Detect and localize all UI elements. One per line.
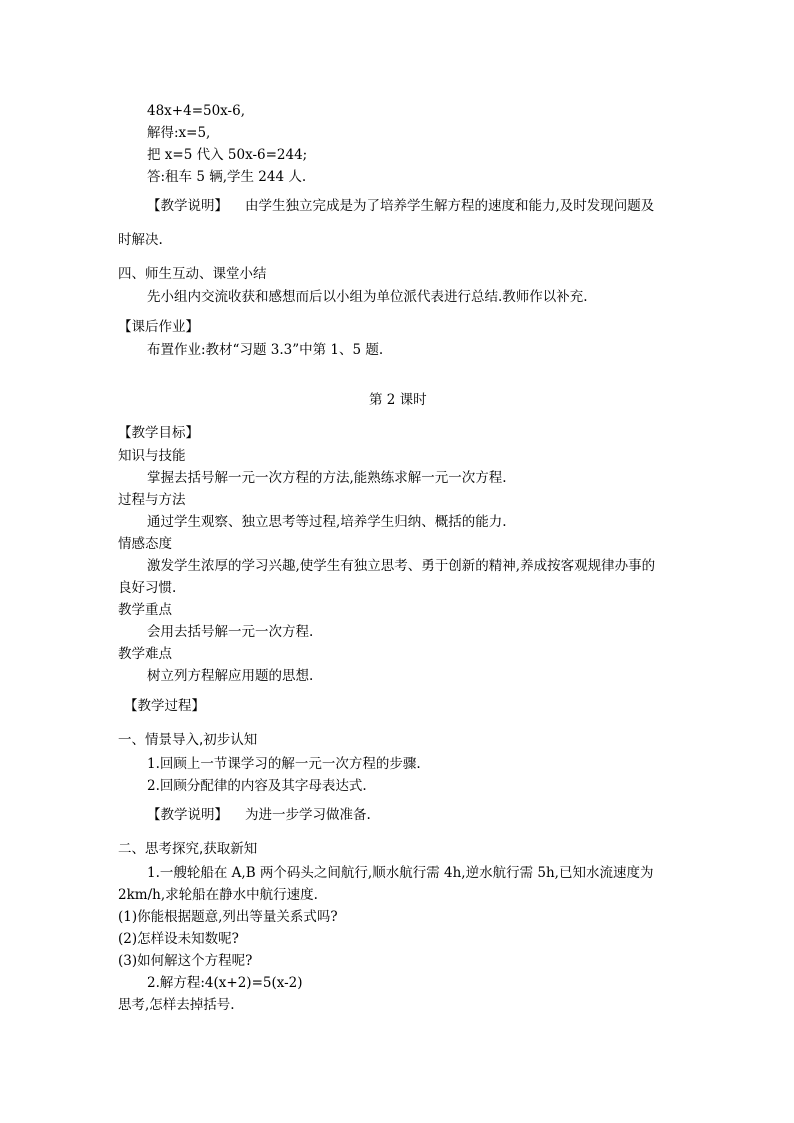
emotion-label: 情感态度 <box>118 536 172 552</box>
process-label: 过程与方法 <box>118 492 186 508</box>
eq-line-3: 把 x=5 代入 50x-6=244; <box>147 147 308 163</box>
knowledge-text: 掌握去括号解一元一次方程的方法,能熟练求解一元一次方程. <box>147 470 507 486</box>
problem-1-text: 1.一艘轮船在 A,B 两个码头之间航行,顺水航行需 4h,逆水航行需 5h,已知水流速度为 <box>147 865 654 881</box>
teaching-note-text-cont: 时解决. <box>118 232 163 248</box>
process-text: 通过学生观察、独立思考等过程,培养学生归纳、概括的能力. <box>147 514 507 530</box>
difficulty-label: 教学难点 <box>118 646 172 662</box>
teaching-note-text: 由学生独立完成是为了培养学生解方程的速度和能力,及时发现问题及 <box>245 198 655 214</box>
knowledge-label: 知识与技能 <box>118 448 186 464</box>
eq-line-1: 48x+4=50x-6, <box>147 103 246 119</box>
emotion-text: 激发学生浓厚的学习兴趣,使学生有独立思考、勇于创新的精神,养成按客观规律办事的 <box>147 558 656 574</box>
key-point-text: 会用去括号解一元一次方程. <box>147 624 314 640</box>
teaching-note-tag: 【教学说明】 <box>147 198 228 214</box>
step-2-heading: 二、思考探究,获取新知 <box>118 841 258 857</box>
problem-2-text: 2.解方程:4(x+2)=5(x-2) <box>147 975 303 991</box>
key-point-label: 教学重点 <box>118 602 172 618</box>
question-3: (3)如何解这个方程呢? <box>118 953 253 969</box>
think-prompt: 思考,怎样去掉括号. <box>118 997 235 1013</box>
teaching-process-heading: 【教学过程】 <box>124 698 205 714</box>
section-4-text: 先小组内交流收获和感想而后以小组为单位派代表进行总结.教师作以补充. <box>147 289 588 305</box>
step-1-heading: 一、情景导入,初步认知 <box>118 732 258 748</box>
step-1-item-2: 2.回顾分配律的内容及其字母表达式. <box>147 778 367 794</box>
question-1: (1)你能根据题意,列出等量关系式吗? <box>118 909 338 925</box>
homework-heading: 【课后作业】 <box>118 319 199 335</box>
step-1-note-tag: 【教学说明】 <box>147 807 228 823</box>
step-1-note-text: 为进一步学习做准备. <box>245 807 371 823</box>
emotion-text-cont: 良好习惯. <box>118 580 177 596</box>
step-1-item-1: 1.回顾上一节课学习的解一元一次方程的步骤. <box>147 756 421 772</box>
answer-line: 答:租车 5 辆,学生 244 人. <box>147 169 307 185</box>
problem-1-text-cont: 2km/h,求轮船在静水中航行速度. <box>118 887 318 903</box>
difficulty-text: 树立列方程解应用题的思想. <box>147 668 314 684</box>
eq-line-2: 解得:x=5, <box>147 125 211 141</box>
section-4-heading: 四、师生互动、课堂小结 <box>118 266 267 282</box>
question-2: (2)怎样设未知数呢? <box>118 931 239 947</box>
homework-text: 布置作业:教材“习题 3.3”中第 1、5 题. <box>147 342 384 358</box>
lesson-2-title: 第 2 课时 <box>369 392 427 408</box>
goals-heading: 【教学目标】 <box>118 425 199 441</box>
